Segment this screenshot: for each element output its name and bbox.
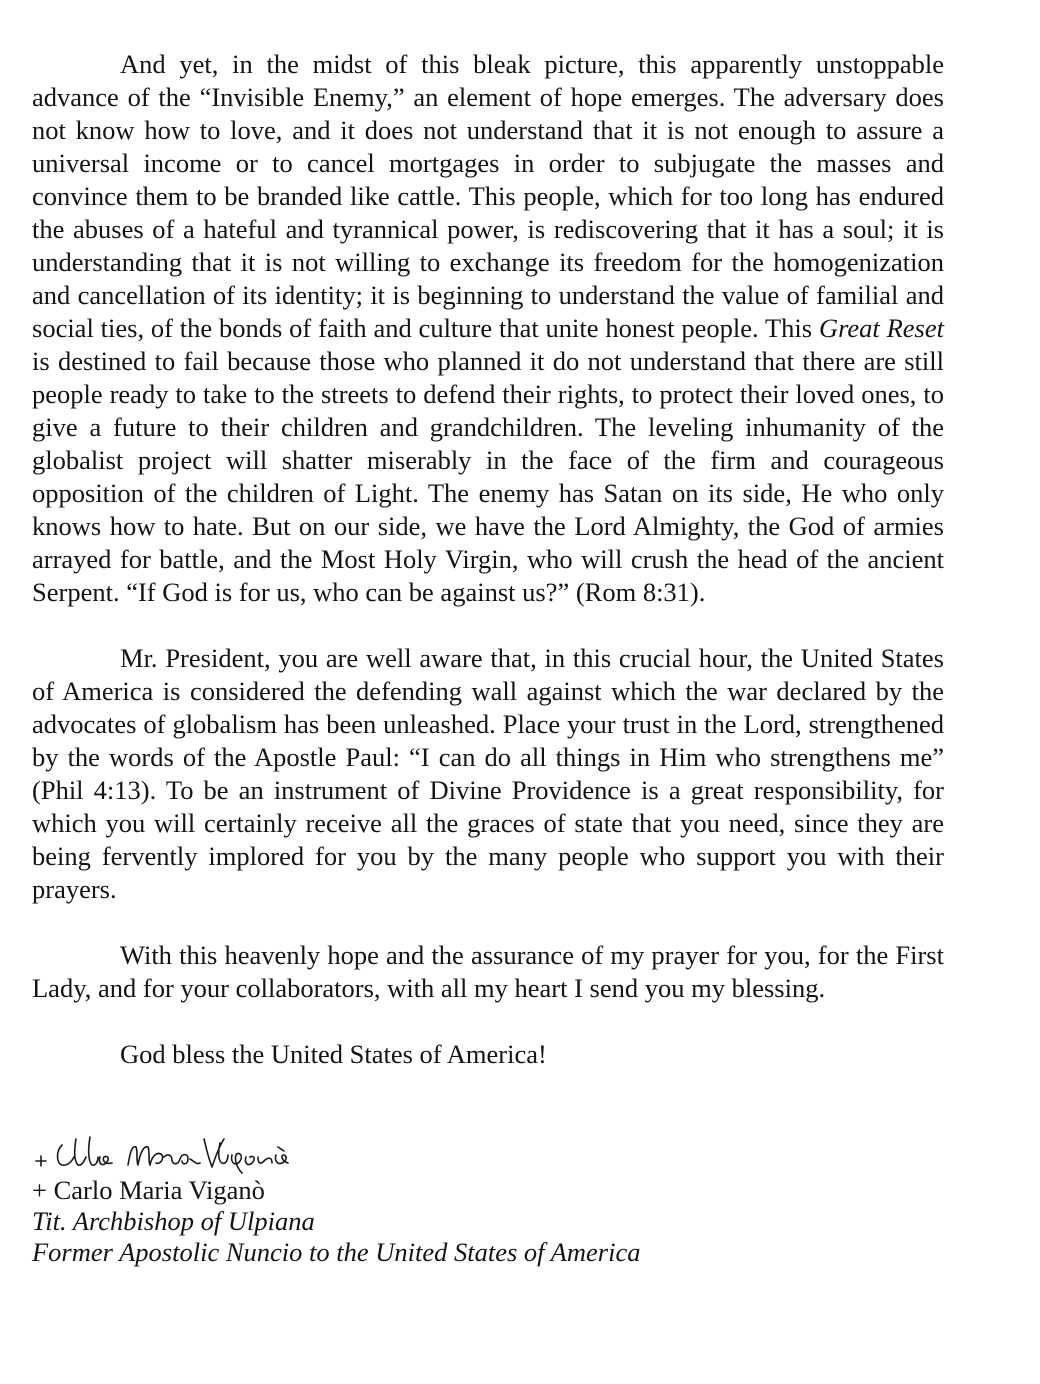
paragraph-hope [32,48,944,609]
signatory-name: + Carlo Maria Viganò [32,1175,265,1205]
paragraph-hope-text-1: And yet, in the midst of this bleak picture, this apparently unstoppable advance of the “Invisible Enemy,” an element of hope emerges. The adversary does not know how to love, and it does not understand that it is not enough to assure a universal income or to cancel mortgages in order to subjugate the masses and convince them to be branded like cattle. This people, which for too long has endured the abuses of a hateful and tyrannical power, is rediscovering that it has a soul; it is understanding that it is not willing to exchange its freedom for the homogenization and cancellation of its identity; it is beginning to understand the value of familial and social ties, of the bonds of faith and culture that unite honest people. This [32,49,944,343]
handwritten-signature [32,1131,372,1175]
letter-page [32,48,944,1268]
paragraph-president: Mr. President, you are well aware that, in this crucial hour, the United States of America is considered the defending wall against which the war declared by the advocates of globalism has been unleashed. Place your trust in the Lord, strengthened by the words of the Apostle Paul: “I can do all things in Him who strengthens me” (Phil 4:13). To be an instrument of Divine Providence is a great responsibility, for which you will certainly receive all the graces of state that you need, since they are being fervently implored for you by the many people who support you with their prayers. [32,643,944,904]
great-reset-emphasis: Great Reset [818,313,944,343]
signatory-former-role: Former Apostolic Nuncio to the United States of America [32,1237,641,1267]
paragraph-blessing: With this heavenly hope and the assurance of my prayer for you, for the First Lady, and for your collaborators, with all my heart I send you my blessing. [32,940,944,1003]
closing-line: God bless the United States of America! [120,1039,547,1069]
signatory-title: Tit. Archbishop of Ulpiana [32,1206,315,1236]
signature-block [32,1131,944,1268]
paragraph-hope-text-2: is destined to fail because those who planned it do not understand that there are still people ready to take to the streets to defend their rights, to protect their loved ones, to give a future to their children and grandchildren. The leveling inhumanity of the globalist project will shatter miserably in the face of the firm and courageous opposition of the children of Light. The enemy has Satan on its side, He who only knows how to hate. But on our side, we have the Lord Almighty, the God of armies arrayed for battle, and the Most Holy Virgin, who will crush the head of the ancient Serpent. “If God is for us, who can be against us?” (Rom 8:31). [32,346,944,607]
